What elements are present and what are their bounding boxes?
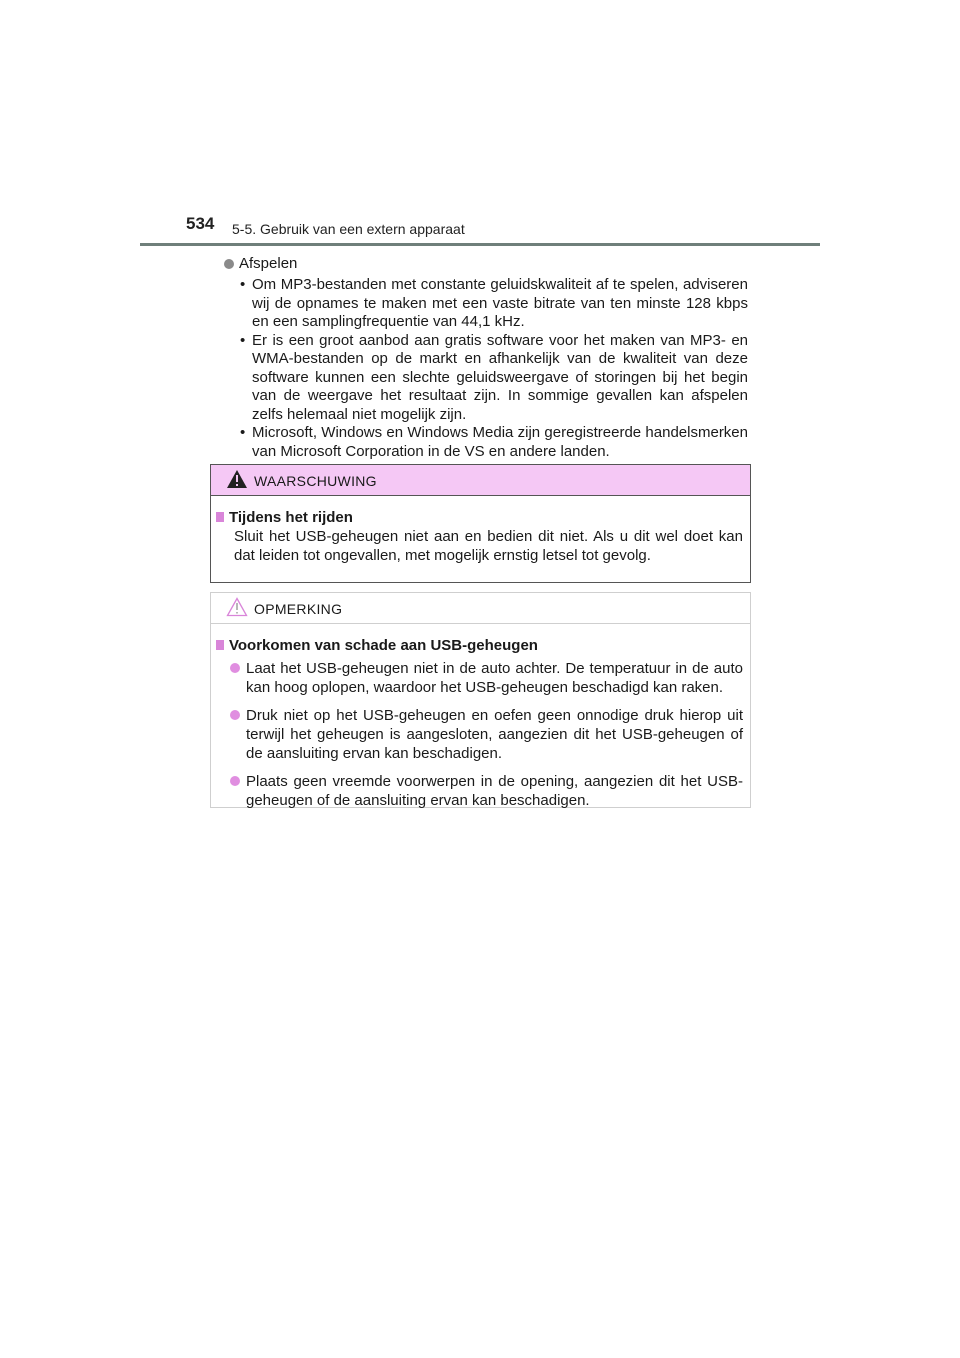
page-header <box>0 0 960 250</box>
notice-body <box>211 624 750 810</box>
notice-label: OPMERKING <box>254 601 343 617</box>
warning-text: Sluit het USB-geheugen niet aan en bedien dit niet. Als u dit wel doet kan dat leiden tot ongevallen, met mogelijk ernstig letsel tot gevolg. <box>234 528 743 564</box>
warning-body <box>211 496 750 565</box>
list-item: Plaats geen vreemde voorwerpen in de opening, aangezien dit het USB-geheugen of de aansluiting ervan kan beschadigen. <box>216 772 743 810</box>
bullet-dot-icon <box>224 259 234 269</box>
bullet-icon: • <box>240 276 246 293</box>
square-bullet-icon <box>216 640 224 650</box>
warning-label: WAARSCHUWING <box>254 473 377 489</box>
warning-header <box>211 465 750 496</box>
bullet-dot-icon <box>230 710 240 720</box>
page-number: 534 <box>186 214 215 233</box>
list-item: • Om MP3-bestanden met constante geluidskwaliteit af te spelen, adviseren wij de opnames te maken met een vaste bitrate van ten minste 128 kbps en een samplingfrequentie van 44,1 kHz. <box>240 276 748 330</box>
warning-heading: Tijdens het rijden <box>216 508 743 527</box>
playback-bullet-list <box>210 276 755 461</box>
bullet-icon: • <box>240 331 246 349</box>
notice-box <box>210 592 751 808</box>
playback-heading <box>224 254 755 273</box>
playback-section <box>210 254 755 461</box>
list-item: Druk niet op het USB-geheugen en oefen geen onnodige druk hierop uit terwijl het geheugen is aangesloten, aangezien dit het USB-geheugen of de aansluiting ervan kan beschadigen. <box>216 706 743 763</box>
warning-box <box>210 464 751 583</box>
section-title: 5-5. Gebruik van een extern apparaat <box>232 221 465 237</box>
warning-triangle-outline-icon <box>226 597 248 617</box>
notice-list <box>216 659 743 810</box>
list-item: Laat het USB-geheugen niet in de auto achter. De temperatuur in de auto kan hoog oplopen, waardoor het USB-geheugen beschadigd kan raken. <box>216 659 743 697</box>
square-bullet-icon <box>216 512 224 522</box>
notice-header <box>211 593 750 624</box>
notice-heading: Voorkomen van schade aan USB-geheugen <box>216 636 743 655</box>
list-item: • Er is een groot aanbod aan gratis software voor het maken van MP3- en WMA-bestanden op de markt en afhankelijk van de kwaliteit van deze software kunnen een slechte geluidsweergave of storingen bij het begin van de weergave het resultaat zijn. In sommige gevallen kan afspelen zelfs helemaal niet mogelijk zijn. <box>240 331 748 423</box>
bullet-dot-icon <box>230 663 240 673</box>
bullet-dot-icon <box>230 776 240 786</box>
list-item: • Microsoft, Windows en Windows Media zijn geregistreerde handelsmerken van Microsoft Corporation in de VS en andere landen. <box>240 424 748 460</box>
bullet-icon: • <box>240 424 246 441</box>
playback-title: Afspelen <box>239 255 298 272</box>
warning-triangle-filled-icon <box>226 469 248 489</box>
header-divider <box>140 243 820 246</box>
